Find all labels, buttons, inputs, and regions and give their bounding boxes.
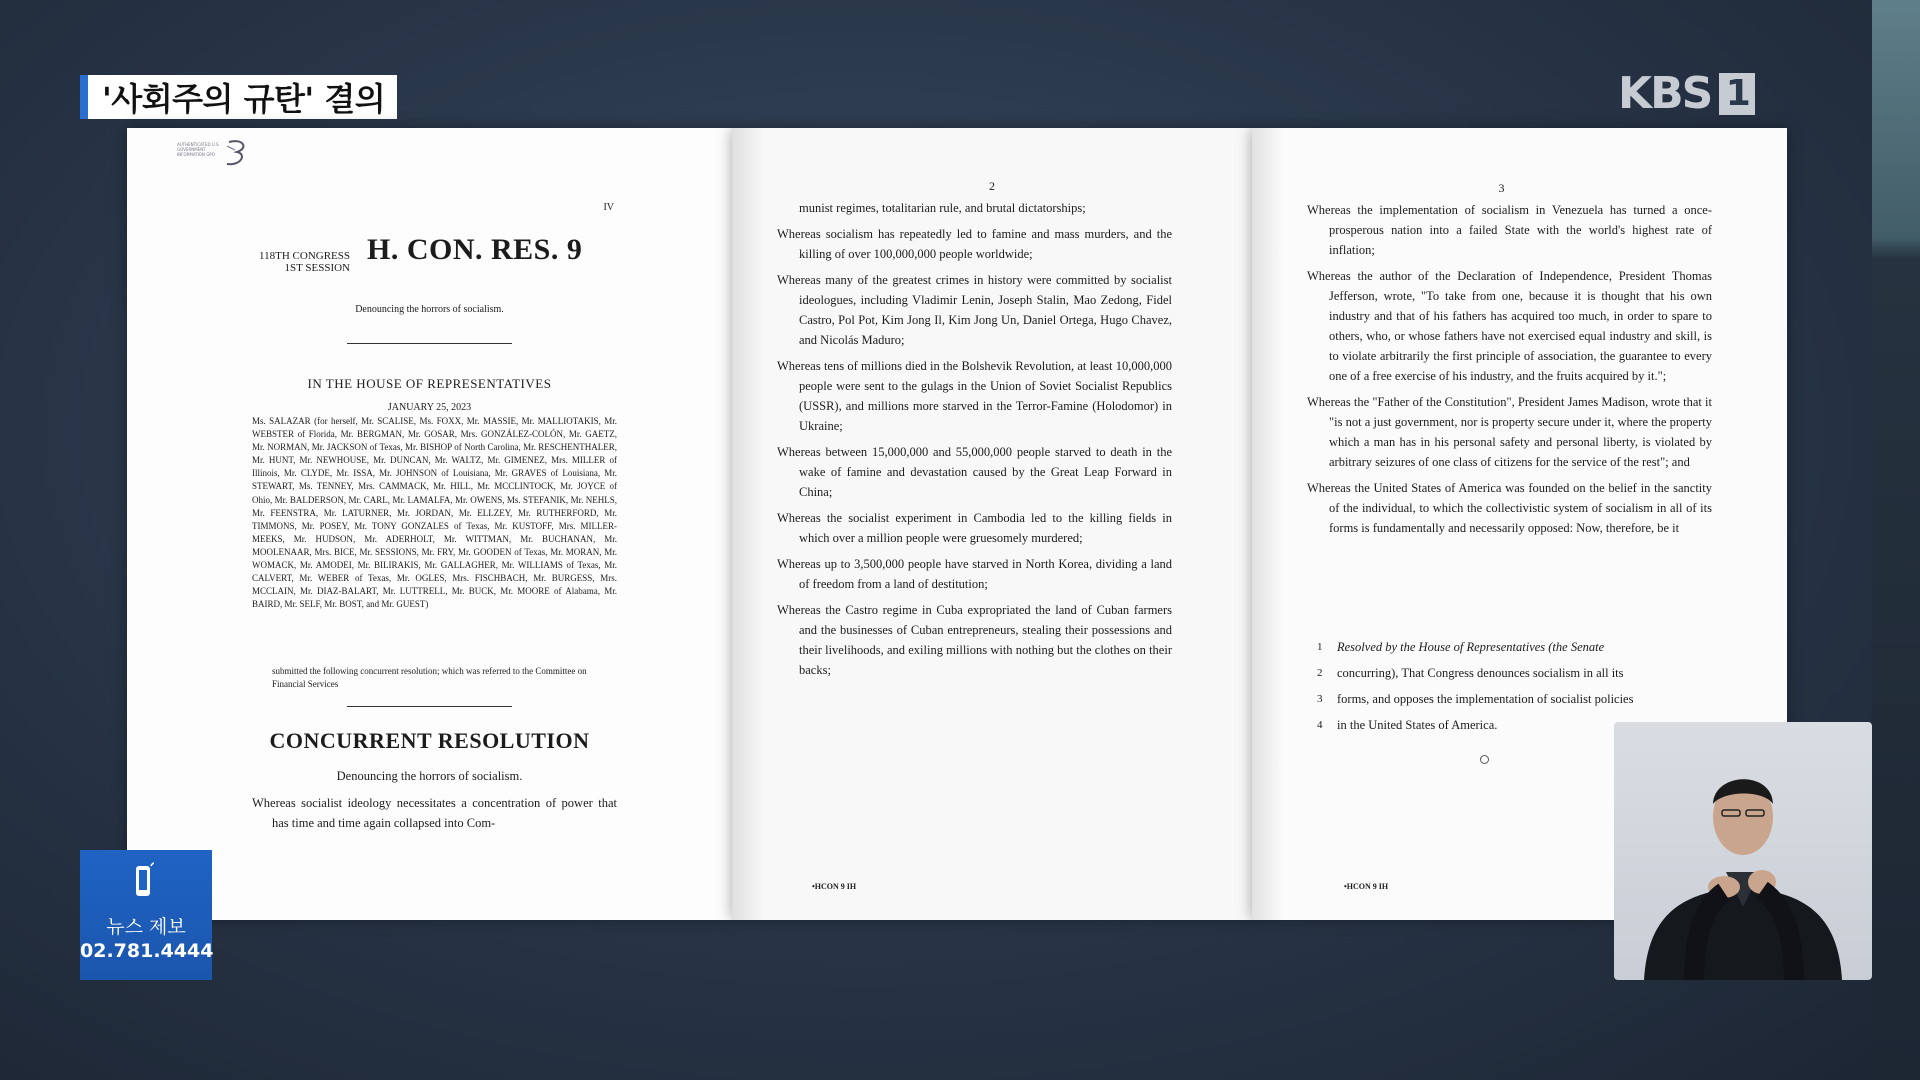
resolved-line xyxy=(1307,663,1712,683)
whereas-clause: Whereas the "Father of the Constitution", President James Madison, wrote that it "is not a just government, nor is property secure under it, where the property which a man has in his personal safety and personal liberty, is violated by arbitrary seizures of one class of citizens for the service of the rest"; and xyxy=(1307,395,1712,469)
document-page-1 xyxy=(127,128,732,920)
resolution-type: CONCURRENT RESOLUTION xyxy=(269,728,590,753)
page-fold-shadow xyxy=(732,128,764,920)
page-number: 2 xyxy=(989,179,995,193)
introduction-date: JANUARY 25, 2023 xyxy=(387,402,472,413)
news-tip-label: 뉴스 제보 xyxy=(106,916,186,938)
sign-language-interpreter-video xyxy=(1614,722,1872,980)
bill-version: IV xyxy=(603,202,614,213)
congress-line: 118TH CONGRESS xyxy=(259,250,350,262)
divider xyxy=(347,706,512,707)
resolved-line xyxy=(1307,637,1712,657)
continuation-text: munist regimes, totalitarian rule, and brutal dictatorships; xyxy=(799,201,1086,215)
whereas-clause: Whereas socialism has repeatedly led to famine and mass murders, and the killing of over 100,000,000 people worldwide; xyxy=(777,227,1172,261)
resolved-line xyxy=(1307,689,1712,709)
channel-number: 1 xyxy=(1719,73,1755,115)
resolution-subtitle: Denouncing the horrors of socialism. xyxy=(336,769,523,783)
sponsors-list: Ms. SALAZAR (for herself, Mr. SCALISE, Ms. FOXX, Mr. MASSIE, Mr. MALLIOTAKIS, Mr. WEBSTER of Florida, Mr. BERGMAN, Mr. GOSAR, Mrs. GONZÁLEZ-COLÓN, Mr. GAETZ, Mr. NORMAN, Mr. JACKSON of Texas, Mr. BISHOP of North Carolina, Mr. RESCHENTHALER, Mr. HUNT, Mr. NEWHOUSE, Mr. DUNCAN, Mr. WALTZ, Mr. GIMENEZ, Mrs. MILLER of Illinois, Mr. CLYDE, Mr. ISSA, Mr. JOHNSON of Louisiana, Mr. GRAVES of Louisiana, Mr. STEWART, Ms. TENNEY, Mrs. CAMMACK, Mr. HILL, Mr. MCCLINTOCK, Mr. JOYCE of Ohio, Mr. BALDERSON, Mr. CARL, Mr. LAMALFA, Mr. OWENS, Ms. STEFANIK, Mr. NEHLS, Mr. FEENSTRA, Mr. LATURNER, Mr. JORDAN, Mr. ELLZEY, Mr. RUTHERFORD, Mr. TIMMONS, Mr. POSEY, Mr. TONY GONZALES of Texas, Mr. KUSTOFF, Mrs. MILLER-MEEKS, Mr. HUDSON, Mr. ADERHOLT, Mr. WITTMAN, Mr. BUCHANAN, Mr. MOOLENAAR, Mrs. BICE, Mr. SESSIONS, Mr. FRY, Mr. GOODEN of Texas, Mr. MORAN, Mr. WOMACK, Mr. AMODEI, Mr. BILIRAKIS, Mr. GALLAGHER, Mr. WILLIAMS of Texas, Mr. CALVERT, Mr. WEBER of Texas, Mr. OGLES, Mrs. FISCHBACH, Mr. BURGESS, Mrs. MCCLAIN, Mr. DIAZ-BALART, Mr. LUTTRELL, Mr. BUCK, Mr. MOORE of Alabama, Mr. BAIRD, Mr. SELF, Mr. BOST, and Mr. GUEST) xyxy=(252,416,617,610)
page-footer: •HCON 9 IH xyxy=(812,882,857,891)
whereas-clause: Whereas up to 3,500,000 people have starved in North Korea, dividing a land of freedom from a land of destitution; xyxy=(777,557,1172,591)
whereas-clauses xyxy=(1307,200,1712,544)
line-text: Resolved by the House of Representatives (the Senate xyxy=(1337,640,1605,654)
line-number: 1 xyxy=(1317,641,1323,653)
whereas-clause: Whereas many of the greatest crimes in history were committed by socialist ideologues, including Vladimir Lenin, Joseph Stalin, Mao Zedong, Fidel Castro, Pol Pot, Kim Jong Il, Kim Jong Un, Daniel Ortega, Hugo Chavez, and Nicolás Maduro; xyxy=(777,273,1172,347)
line-number: 3 xyxy=(1317,693,1323,705)
interpreter-figure xyxy=(1614,722,1872,980)
whereas-clause: Whereas the author of the Declaration of Independence, President Thomas Jefferson, wrote, "To take from one, because it is thought that his own industry and that of his fathers has acquired too much, in order to spare to others, who, or whose fathers have not exercised equal industry and skill, is to violate arbitrarily the first principle of association, the guarantee to every one of a free exercise of his industry, and the fruits acquired by it."; xyxy=(1307,269,1712,383)
document-page-2 xyxy=(732,128,1252,920)
kbs-logo-text: KBS xyxy=(1618,68,1712,119)
bill-number: H. CON. RES. 9 xyxy=(367,233,583,266)
whereas-clause: Whereas tens of millions died in the Bolshevik Revolution, at least 10,000,000 people were sent to the gulags in the Union of Soviet Socialist Republics (USSR), and millions more starved in the Terror-Famine (Holodomor) in Ukraine; xyxy=(777,359,1172,433)
divider xyxy=(347,343,512,344)
whereas-clause: Whereas the United States of America was founded on the belief in the sanctity of the individual, to which the collectivistic system of socialism in all of its forms is fundamentally and necessarily opposed: Now, therefore, be it xyxy=(1307,481,1712,535)
whereas-clause: Whereas the implementation of socialism in Venezuela has turned a once-prosperous nation into a failed State with the world's highest rate of inflation; xyxy=(1307,203,1712,257)
congress-session xyxy=(252,250,350,274)
submitted-note: submitted the following concurrent resolution; which was referred to the Committee on Financial Services xyxy=(272,666,587,689)
gpo-seal-icon xyxy=(177,136,257,168)
whereas-clauses xyxy=(777,198,1172,686)
mobile-phone-icon xyxy=(134,862,154,898)
first-whereas-clause: Whereas socialist ideology necessitates a concentration of power that has time and time again collapsed into Com- xyxy=(252,796,617,830)
page-fold-shadow xyxy=(1252,128,1284,920)
whereas-clause: Whereas between 15,000,000 and 55,000,000 people starved to death in the wake of famine and devastation caused by the Great Leap Forward in China; xyxy=(777,445,1172,499)
screen-edge-decoration xyxy=(1872,0,1920,1080)
page-footer: •HCON 9 IH xyxy=(1344,882,1389,891)
page-number: 3 xyxy=(1498,181,1505,195)
whereas-clause: Whereas the Castro regime in Cuba expropriated the land of Cuban farmers and the businesses of Cuban entrepreneurs, stealing their possessions and their livelihoods, and exiling millions with nothing but the clothes on their backs; xyxy=(777,603,1172,677)
session-line: 1ST SESSION xyxy=(284,262,350,274)
news-tip-phone-number: 02.781.4444 xyxy=(80,940,214,962)
short-title: Denouncing the horrors of socialism. xyxy=(355,304,504,315)
line-text: in the United States of America. xyxy=(1337,718,1498,732)
line-text: concurring), That Congress denounces socialism in all its xyxy=(1337,666,1624,680)
whereas-clause: Whereas the socialist experiment in Cambodia led to the killing fields in which over a million people were gruesomely murdered; xyxy=(777,511,1172,545)
kbs1-logo xyxy=(1618,68,1755,119)
house-heading: IN THE HOUSE OF REPRESENTATIVES xyxy=(307,376,552,391)
news-headline-caption: '사회주의 규탄' 결의 xyxy=(80,75,397,119)
news-tip-box xyxy=(80,850,212,980)
seal-text: AUTHENTICATED U.S. GOVERNMENT INFORMATION GPO xyxy=(177,142,220,157)
end-mark-icon xyxy=(1480,755,1489,764)
line-number: 2 xyxy=(1317,667,1323,679)
line-number: 4 xyxy=(1317,719,1323,731)
line-text: forms, and opposes the implementation of socialist policies xyxy=(1337,692,1634,706)
